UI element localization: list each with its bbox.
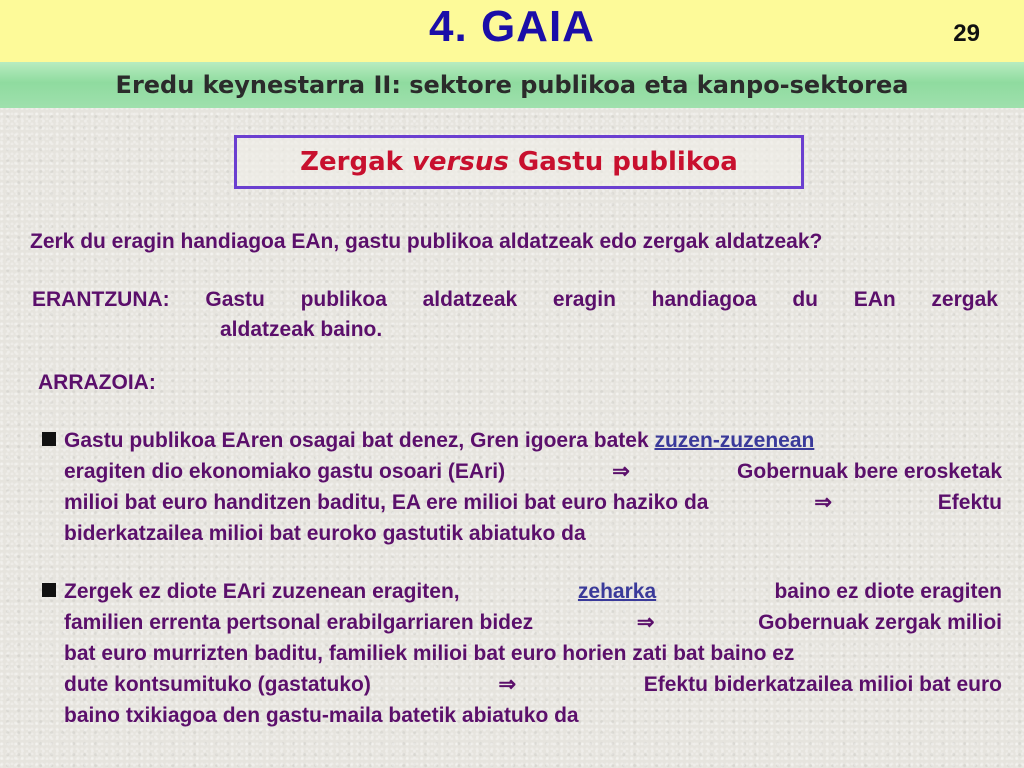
answer-word: Gastu	[205, 288, 265, 311]
section-heading-versus: versus	[411, 147, 509, 177]
reason-paragraph-2	[64, 576, 1002, 731]
slide-subtitle: Eredu keynestarra II: sektore publikoa eta kanpo-sektorea	[115, 71, 909, 99]
para2-line-2	[64, 607, 1002, 638]
implies-arrow-icon: ⇒	[814, 491, 832, 514]
para2-text: baino ez diote eragiten	[774, 580, 1002, 603]
answer-block	[32, 285, 998, 345]
answer-word: publikoa	[300, 288, 387, 311]
para1-text: Gobernuak bere erosketak	[737, 460, 1002, 483]
question-text: Zerk du eragin handiagoa EAn, gastu publikoa aldatzeak edo zergak aldatzeak?	[30, 230, 823, 253]
para2-line-4	[64, 669, 1002, 700]
para2-text: Efektu biderkatzailea milioi bat euro	[643, 673, 1002, 696]
reason-paragraph-1	[64, 425, 1002, 549]
para2-text: familien errenta pertsonal erabilgarriaren bidez	[64, 611, 534, 634]
para2-line-3: bat euro murrizten baditu, familiek milioi bat euro horien zati bat baino ez	[64, 642, 795, 665]
section-heading-part1: Zergak	[300, 147, 412, 177]
answer-word: handiagoa	[651, 288, 757, 311]
implies-arrow-icon: ⇒	[498, 673, 517, 696]
para1-line-4: biderkatzailea milioi bat euroko gastutik abiatuko da	[64, 522, 586, 545]
slide-title: 4. GAIA	[429, 2, 595, 51]
para1-text: eragiten dio ekonomiako gastu osoari (EAri)	[64, 460, 506, 483]
para1-text: Efektu	[937, 491, 1002, 514]
para2-text: Gobernuak zergak milioi	[758, 611, 1002, 634]
page-number: 29	[953, 20, 980, 47]
answer-line-2: aldatzeak baino.	[220, 318, 383, 341]
section-heading-box	[234, 135, 804, 189]
implies-arrow-icon: ⇒	[612, 460, 630, 483]
reason-label: ARRAZOIA:	[38, 371, 156, 394]
para1-text: Gastu publikoa EAren osagai bat denez, Gren igoera batek	[64, 429, 655, 452]
answer-word: zergak	[931, 288, 998, 311]
para1-line-1	[64, 425, 1002, 456]
para2-line-1	[64, 576, 1002, 607]
section-heading-part3: Gastu publikoa	[508, 147, 738, 177]
square-bullet-icon	[42, 583, 56, 597]
answer-word: du	[792, 288, 818, 311]
para2-line-5: baino txikiagoa den gastu-maila batetik abiatuko da	[64, 704, 579, 727]
answer-word: eragin	[552, 288, 616, 311]
square-bullet-icon	[42, 432, 56, 446]
para1-line-2	[64, 456, 1002, 487]
para2-text: Zergek ez diote EAri zuzenean eragiten,	[64, 580, 460, 603]
para2-text: dute kontsumituko (gastatuko)	[64, 673, 371, 696]
underlined-term: zeharka	[577, 580, 657, 603]
answer-line-1	[32, 285, 998, 315]
implies-arrow-icon: ⇒	[636, 611, 655, 634]
answer-word: aldatzeak	[422, 288, 518, 311]
answer-label: ERANTZUNA:	[32, 288, 170, 311]
answer-word: EAn	[853, 288, 896, 311]
para1-line-3	[64, 487, 1002, 518]
para1-text: milioi bat euro handitzen baditu, EA ere milioi bat euro haziko da	[64, 491, 709, 514]
underlined-term: zuzen-zuzenean	[654, 429, 815, 452]
